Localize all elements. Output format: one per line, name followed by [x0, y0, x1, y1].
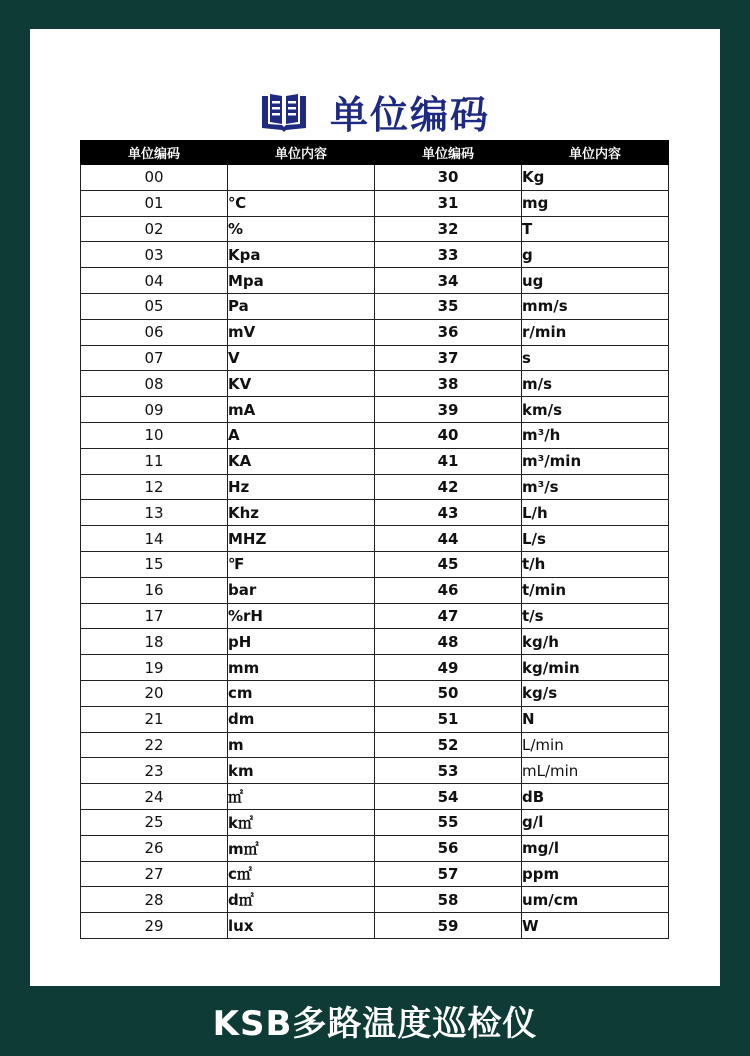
- table-row: [81, 448, 669, 474]
- unit-code-cell: 22: [81, 732, 228, 758]
- table-row: [81, 526, 669, 552]
- table-row: [81, 165, 669, 191]
- table-row: [81, 629, 669, 655]
- unit-content-cell: m㎡: [228, 835, 375, 861]
- unit-code-cell: 29: [81, 913, 228, 939]
- table-row: [81, 809, 669, 835]
- unit-code-cell: 41: [375, 448, 522, 474]
- unit-content-cell: r/min: [522, 319, 669, 345]
- unit-code-cell: 51: [375, 706, 522, 732]
- header-code-right: 单位编码: [375, 141, 522, 165]
- table-row: [81, 603, 669, 629]
- table-row: [81, 216, 669, 242]
- unit-content-cell: mm/s: [522, 293, 669, 319]
- unit-code-cell: 14: [81, 526, 228, 552]
- table-row: [81, 758, 669, 784]
- unit-content-cell: L/min: [522, 732, 669, 758]
- unit-content-cell: ℉: [228, 551, 375, 577]
- unit-content-cell: [228, 165, 375, 191]
- unit-code-cell: 32: [375, 216, 522, 242]
- unit-code-cell: 47: [375, 603, 522, 629]
- unit-content-cell: km: [228, 758, 375, 784]
- table-row: [81, 835, 669, 861]
- table-row: [81, 371, 669, 397]
- table-row: [81, 500, 669, 526]
- unit-content-cell: k㎡: [228, 809, 375, 835]
- unit-code-cell: 56: [375, 835, 522, 861]
- table-row: [81, 397, 669, 423]
- unit-content-cell: W: [522, 913, 669, 939]
- unit-code-cell: 07: [81, 345, 228, 371]
- unit-content-cell: Pa: [228, 293, 375, 319]
- unit-code-cell: 50: [375, 680, 522, 706]
- unit-code-cell: 21: [81, 706, 228, 732]
- unit-code-cell: 44: [375, 526, 522, 552]
- unit-content-cell: L/s: [522, 526, 669, 552]
- unit-content-cell: mg/l: [522, 835, 669, 861]
- unit-content-cell: ㎡: [228, 784, 375, 810]
- unit-code-cell: 13: [81, 500, 228, 526]
- unit-content-cell: dB: [522, 784, 669, 810]
- unit-content-cell: Khz: [228, 500, 375, 526]
- unit-content-cell: L/h: [522, 500, 669, 526]
- unit-code-cell: 33: [375, 242, 522, 268]
- unit-code-cell: 26: [81, 835, 228, 861]
- unit-code-cell: 40: [375, 422, 522, 448]
- unit-code-cell: 27: [81, 861, 228, 887]
- unit-code-cell: 25: [81, 809, 228, 835]
- unit-content-cell: g: [522, 242, 669, 268]
- unit-code-cell: 30: [375, 165, 522, 191]
- unit-code-table: [80, 140, 669, 939]
- table-row: [81, 319, 669, 345]
- unit-code-cell: 08: [81, 371, 228, 397]
- unit-content-cell: mV: [228, 319, 375, 345]
- unit-content-cell: m³/min: [522, 448, 669, 474]
- table-row: [81, 345, 669, 371]
- unit-code-cell: 38: [375, 371, 522, 397]
- table-header-row: [81, 141, 669, 165]
- unit-content-cell: g/l: [522, 809, 669, 835]
- unit-content-cell: mm: [228, 655, 375, 681]
- unit-code-cell: 43: [375, 500, 522, 526]
- unit-code-cell: 20: [81, 680, 228, 706]
- unit-code-cell: 59: [375, 913, 522, 939]
- unit-code-cell: 10: [81, 422, 228, 448]
- unit-code-cell: 37: [375, 345, 522, 371]
- unit-content-cell: MHZ: [228, 526, 375, 552]
- unit-code-cell: 11: [81, 448, 228, 474]
- unit-content-cell: m³/h: [522, 422, 669, 448]
- unit-code-cell: 04: [81, 268, 228, 294]
- unit-content-cell: T: [522, 216, 669, 242]
- unit-content-cell: c㎡: [228, 861, 375, 887]
- unit-code-cell: 34: [375, 268, 522, 294]
- table-row: [81, 732, 669, 758]
- page-title: 单位编码: [329, 92, 490, 137]
- table-row: [81, 680, 669, 706]
- unit-code-cell: 35: [375, 293, 522, 319]
- unit-code-cell: 54: [375, 784, 522, 810]
- unit-content-cell: cm: [228, 680, 375, 706]
- unit-code-cell: 06: [81, 319, 228, 345]
- table-row: [81, 784, 669, 810]
- unit-content-cell: d㎡: [228, 887, 375, 913]
- unit-code-cell: 00: [81, 165, 228, 191]
- unit-content-cell: m³/s: [522, 474, 669, 500]
- unit-code-cell: 31: [375, 190, 522, 216]
- table-row: [81, 887, 669, 913]
- unit-code-cell: 24: [81, 784, 228, 810]
- unit-code-cell: 17: [81, 603, 228, 629]
- unit-content-cell: mA: [228, 397, 375, 423]
- table-row: [81, 577, 669, 603]
- table-row: [81, 293, 669, 319]
- unit-content-cell: A: [228, 422, 375, 448]
- unit-content-cell: KV: [228, 371, 375, 397]
- table-row: [81, 706, 669, 732]
- unit-code-cell: 46: [375, 577, 522, 603]
- table-row: [81, 474, 669, 500]
- unit-content-cell: kg/s: [522, 680, 669, 706]
- unit-code-cell: 12: [81, 474, 228, 500]
- unit-content-cell: kg/h: [522, 629, 669, 655]
- unit-code-cell: 57: [375, 861, 522, 887]
- product-name-footer: KSB多路温度巡检仪: [212, 1004, 538, 1044]
- unit-code-cell: 05: [81, 293, 228, 319]
- unit-code-cell: 55: [375, 809, 522, 835]
- unit-code-cell: 03: [81, 242, 228, 268]
- unit-code-cell: 49: [375, 655, 522, 681]
- unit-content-cell: mL/min: [522, 758, 669, 784]
- table-row: [81, 913, 669, 939]
- unit-code-cell: 42: [375, 474, 522, 500]
- unit-content-cell: t/s: [522, 603, 669, 629]
- table-row: [81, 551, 669, 577]
- unit-code-cell: 53: [375, 758, 522, 784]
- unit-content-cell: ug: [522, 268, 669, 294]
- table-row: [81, 655, 669, 681]
- unit-content-cell: um/cm: [522, 887, 669, 913]
- unit-content-cell: t/min: [522, 577, 669, 603]
- table-row: [81, 242, 669, 268]
- table-row: [81, 422, 669, 448]
- unit-code-cell: 19: [81, 655, 228, 681]
- unit-content-cell: dm: [228, 706, 375, 732]
- unit-content-cell: ℃: [228, 190, 375, 216]
- unit-content-cell: %: [228, 216, 375, 242]
- unit-code-cell: 02: [81, 216, 228, 242]
- unit-code-cell: 16: [81, 577, 228, 603]
- unit-content-cell: t/h: [522, 551, 669, 577]
- unit-code-cell: 48: [375, 629, 522, 655]
- unit-code-cell: 01: [81, 190, 228, 216]
- unit-content-cell: KA: [228, 448, 375, 474]
- unit-content-cell: lux: [228, 913, 375, 939]
- table-row: [81, 190, 669, 216]
- unit-content-cell: m/s: [522, 371, 669, 397]
- unit-content-cell: %rH: [228, 603, 375, 629]
- unit-code-cell: 36: [375, 319, 522, 345]
- header-unit-left: 单位内容: [228, 141, 375, 165]
- unit-content-cell: Kpa: [228, 242, 375, 268]
- unit-code-cell: 09: [81, 397, 228, 423]
- unit-code-cell: 15: [81, 551, 228, 577]
- unit-content-cell: bar: [228, 577, 375, 603]
- unit-code-cell: 28: [81, 887, 228, 913]
- header-unit-right: 单位内容: [522, 141, 669, 165]
- unit-code-card: [30, 29, 720, 986]
- unit-code-cell: 52: [375, 732, 522, 758]
- title-row: [30, 81, 720, 141]
- unit-content-cell: km/s: [522, 397, 669, 423]
- unit-content-cell: Kg: [522, 165, 669, 191]
- table-row: [81, 268, 669, 294]
- unit-content-cell: pH: [228, 629, 375, 655]
- unit-code-cell: 45: [375, 551, 522, 577]
- header-code-left: 单位编码: [81, 141, 228, 165]
- unit-content-cell: V: [228, 345, 375, 371]
- unit-content-cell: Hz: [228, 474, 375, 500]
- table-row: [81, 861, 669, 887]
- unit-content-cell: kg/min: [522, 655, 669, 681]
- book-icon: [260, 90, 308, 132]
- unit-code-cell: 58: [375, 887, 522, 913]
- unit-code-cell: 39: [375, 397, 522, 423]
- unit-content-cell: Mpa: [228, 268, 375, 294]
- unit-content-cell: m: [228, 732, 375, 758]
- unit-content-cell: N: [522, 706, 669, 732]
- unit-content-cell: s: [522, 345, 669, 371]
- unit-content-cell: ppm: [522, 861, 669, 887]
- unit-code-cell: 23: [81, 758, 228, 784]
- unit-content-cell: mg: [522, 190, 669, 216]
- unit-code-cell: 18: [81, 629, 228, 655]
